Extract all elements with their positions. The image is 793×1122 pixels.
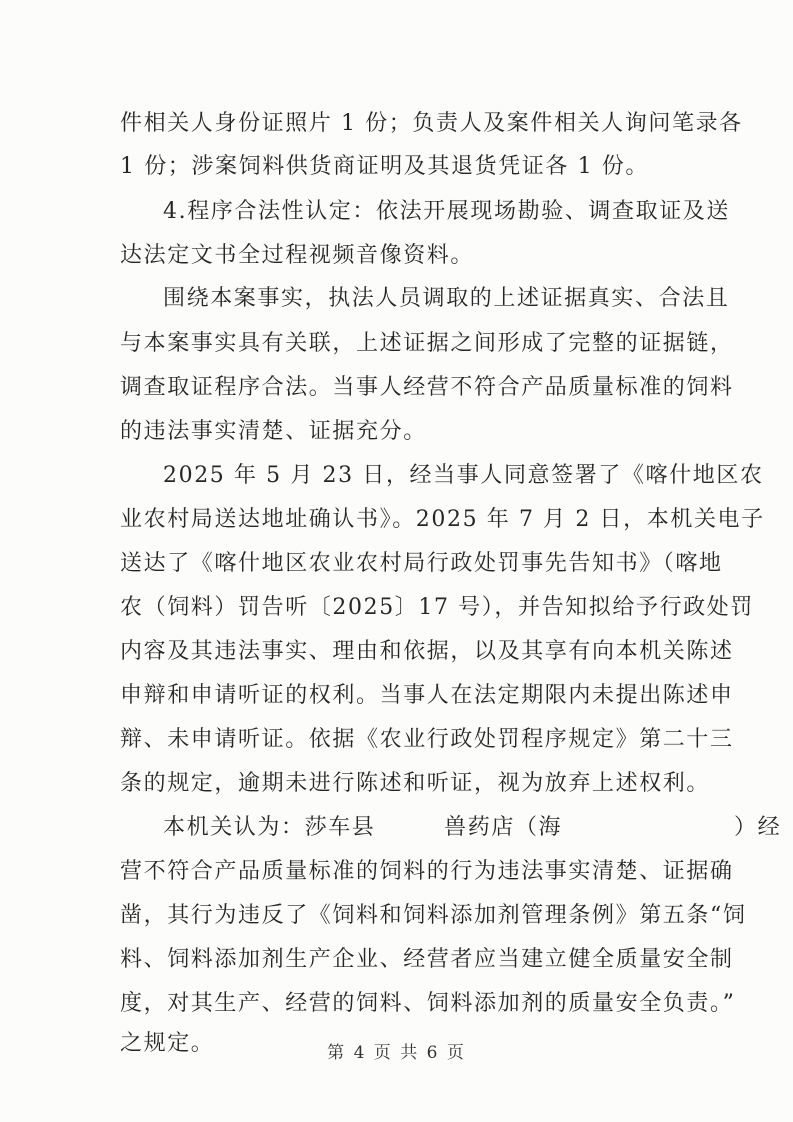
text-line: 件相关人身份证照片 1 份；负责人及案件相关人询问笔录各 <box>120 111 743 136</box>
text-line-last: 之规定。 <box>120 1031 215 1056</box>
text-line: 围绕本案事实，执法人员调取的上述证据真实、合法且 <box>163 286 730 311</box>
text-line: 申辩和申请听证的权利。当事人在法定期限内未提出陈述申 <box>120 683 734 708</box>
text-line: 达法定文书全过程视频音像资料。 <box>120 243 475 268</box>
text-line: 农（饲料）罚告听〔2025〕17 号），并告知拟给予行政处罚 <box>120 595 754 620</box>
text-line: 内容及其违法事实、理由和依据，以及其享有向本机关陈述 <box>120 639 734 664</box>
text-line: 营不符合产品质量标准的饲料的行为违法事实清楚、证据确 <box>120 859 734 884</box>
text-line: 条的规定，逾期未进行陈述和听证，视为放弃上述权利。 <box>120 771 711 796</box>
text-line: 调查取证程序合法。当事人经营不符合产品质量标准的饲料 <box>120 375 734 400</box>
text-line: 料、饲料添加剂生产企业、经营者应当建立健全质量安全制 <box>120 947 734 972</box>
text-line: 业农村局送达地址确认书》。2025 年 7 月 2 日，本机关电子 <box>120 507 765 532</box>
text-line: 4.程序合法性认定：依法开展现场勘验、调查取证及送 <box>163 199 730 224</box>
text-line: 凿，其行为违反了《饲料和饲料添加剂管理条例》第五条“饲 <box>120 903 747 928</box>
text-line: 与本案事实具有关联，上述证据之间形成了完整的证据链， <box>120 331 734 356</box>
text-line: 2025 年 5 月 23 日，经当事人同意签署了《喀什地区农 <box>163 463 764 488</box>
text-line: 1 份；涉案饲料供货商证明及其退货凭证各 1 份。 <box>120 154 649 179</box>
text-line: 辩、未申请听证。依据《农业行政处罚程序规定》第二十三 <box>120 727 734 752</box>
text-line: 的违法事实清楚、证据充分。 <box>120 419 427 444</box>
text-line: 度，对其生产、经营的饲料、饲料添加剂的质量安全负责。” <box>120 991 736 1016</box>
text-line: 送达了《喀什地区农业农村局行政处罚事先告知书》（喀地 <box>120 551 723 576</box>
page-footer: 第 4 页 共 6 页 <box>327 1043 466 1063</box>
text-line: 本机关认为：莎车县 兽药店（海 ）经 <box>163 815 782 840</box>
